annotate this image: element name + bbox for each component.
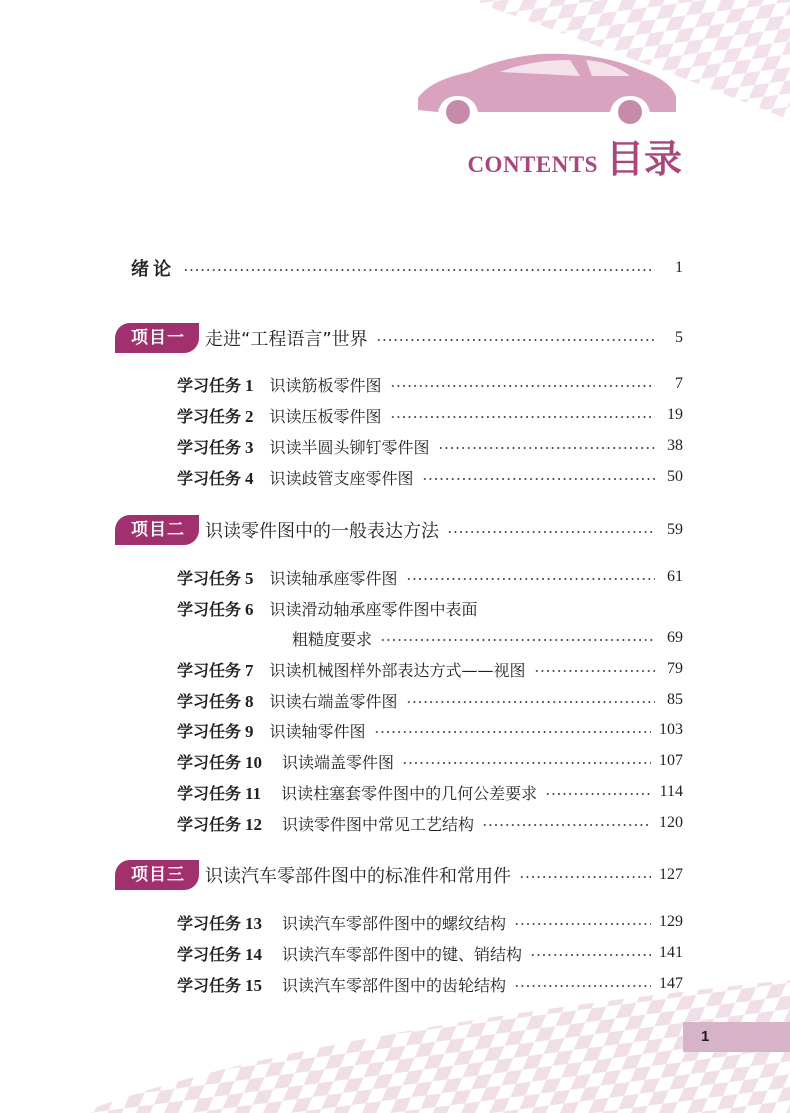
title-chinese: 目录 bbox=[605, 137, 682, 181]
page-number: 85 bbox=[667, 691, 683, 708]
task-title: 识读歧管支座零件图 bbox=[269, 468, 414, 488]
page-title bbox=[467, 128, 682, 183]
project-title: 走进“工程语言”世界 bbox=[205, 329, 368, 350]
task-label-text: 学习任务 bbox=[177, 752, 242, 772]
project-badge: 项目三 bbox=[115, 860, 199, 890]
task-number: 1 bbox=[245, 375, 254, 395]
toc-entry-task-7[interactable] bbox=[0, 655, 790, 683]
dot-leader bbox=[534, 670, 655, 672]
task-label bbox=[177, 404, 254, 427]
dot-leader bbox=[374, 731, 651, 733]
task-label bbox=[177, 597, 254, 620]
page-number: 19 bbox=[667, 406, 683, 423]
task-label bbox=[177, 373, 254, 396]
page-number-tab bbox=[683, 1022, 790, 1052]
task-title: 识读轴零件图 bbox=[269, 721, 366, 741]
dot-leader bbox=[402, 762, 651, 764]
project-title: 识读汽车零部件图中的标准件和常用件 bbox=[205, 866, 511, 887]
task-label bbox=[177, 781, 261, 804]
toc-entry-task-11[interactable] bbox=[0, 778, 790, 806]
task-number: 10 bbox=[245, 752, 263, 772]
task-label bbox=[177, 435, 254, 458]
task-title-continued: 粗糙度要求 bbox=[292, 629, 373, 649]
dot-leader bbox=[514, 923, 651, 925]
dot-leader bbox=[406, 578, 655, 580]
toc-entry-intro[interactable] bbox=[0, 254, 790, 282]
toc-entry-project-2[interactable] bbox=[0, 514, 790, 546]
task-number: 8 bbox=[245, 691, 254, 711]
dot-leader bbox=[530, 954, 651, 956]
task-title: 识读汽车零部件图中的齿轮结构 bbox=[282, 975, 507, 995]
dot-leader bbox=[376, 339, 655, 341]
toc-entry-task-13[interactable] bbox=[0, 908, 790, 936]
page-number: 69 bbox=[667, 629, 683, 646]
toc-entry-task-12[interactable] bbox=[0, 809, 790, 837]
task-label-text: 学习任务 bbox=[177, 568, 242, 588]
task-number: 12 bbox=[245, 814, 263, 834]
task-number: 2 bbox=[245, 406, 254, 426]
task-number: 5 bbox=[245, 568, 254, 588]
project-badge: 项目二 bbox=[115, 515, 199, 545]
toc-entry-task-2[interactable] bbox=[0, 401, 790, 429]
dot-leader bbox=[438, 447, 655, 449]
page-number: 79 bbox=[667, 660, 683, 677]
dot-leader bbox=[183, 269, 655, 271]
task-label bbox=[177, 689, 254, 712]
task-number: 11 bbox=[245, 783, 262, 803]
task-number: 15 bbox=[245, 975, 263, 995]
toc-entry-task-3[interactable] bbox=[0, 432, 790, 460]
task-label bbox=[177, 466, 254, 489]
task-label-text: 学习任务 bbox=[177, 783, 242, 803]
task-label-text: 学习任务 bbox=[177, 437, 242, 457]
task-label-text: 学习任务 bbox=[177, 691, 242, 711]
page-number: 7 bbox=[675, 375, 683, 392]
task-label bbox=[177, 750, 262, 773]
task-label bbox=[177, 911, 262, 934]
page-number: 147 bbox=[659, 975, 683, 992]
toc-entry-task-5[interactable] bbox=[0, 563, 790, 591]
page-number: 141 bbox=[659, 944, 683, 961]
toc-entry-project-1[interactable] bbox=[0, 322, 790, 354]
task-label-text: 学习任务 bbox=[177, 944, 242, 964]
page-number: 59 bbox=[667, 521, 683, 538]
task-title: 识读右端盖零件图 bbox=[269, 691, 398, 711]
toc-entry-task-6-continued[interactable] bbox=[0, 624, 790, 652]
dot-leader bbox=[406, 701, 655, 703]
task-title: 识读端盖零件图 bbox=[282, 752, 395, 772]
task-title: 识读汽车零部件图中的键、销结构 bbox=[282, 944, 523, 964]
page-number: 114 bbox=[659, 783, 683, 800]
toc-entry-task-10[interactable] bbox=[0, 747, 790, 775]
task-label bbox=[177, 812, 262, 835]
task-number: 7 bbox=[245, 660, 254, 680]
task-title: 识读半圆头铆钉零件图 bbox=[269, 437, 430, 457]
page-number: 129 bbox=[659, 913, 683, 930]
task-label-text: 学习任务 bbox=[177, 375, 242, 395]
task-title: 识读轴承座零件图 bbox=[269, 568, 398, 588]
task-number: 14 bbox=[245, 944, 263, 964]
task-title: 识读压板零件图 bbox=[269, 406, 382, 426]
toc-entry-task-15[interactable] bbox=[0, 970, 790, 998]
page-number: 127 bbox=[659, 866, 683, 883]
task-title: 识读汽车零部件图中的螺纹结构 bbox=[282, 913, 507, 933]
footer-page-number: 1 bbox=[701, 1028, 710, 1045]
toc-entry-task-4[interactable] bbox=[0, 463, 790, 491]
toc-entry-task-9[interactable] bbox=[0, 716, 790, 744]
page-number: 120 bbox=[659, 814, 683, 831]
task-label-text: 学习任务 bbox=[177, 913, 242, 933]
task-label bbox=[177, 658, 254, 681]
project-badge: 项目一 bbox=[115, 323, 199, 353]
toc-entry-task-1[interactable] bbox=[0, 370, 790, 398]
page-number: 38 bbox=[667, 437, 683, 454]
intro-label: 绪论 bbox=[131, 259, 175, 280]
task-label-text: 学习任务 bbox=[177, 468, 242, 488]
task-number: 13 bbox=[245, 913, 263, 933]
title-english: CONTENTS bbox=[467, 152, 598, 177]
page-number: 61 bbox=[667, 568, 683, 585]
dot-leader bbox=[422, 478, 655, 480]
dot-leader bbox=[390, 385, 655, 387]
task-number: 3 bbox=[245, 437, 254, 457]
task-label-text: 学习任务 bbox=[177, 660, 242, 680]
page-number: 1 bbox=[675, 259, 683, 276]
task-title: 识读零件图中常见工艺结构 bbox=[282, 814, 475, 834]
task-title: 识读滑动轴承座零件图中表面 bbox=[269, 599, 478, 619]
task-label bbox=[177, 719, 254, 742]
page-number: 107 bbox=[659, 752, 683, 769]
dot-leader bbox=[390, 416, 655, 418]
task-label bbox=[177, 566, 254, 589]
project-title: 识读零件图中的一般表达方法 bbox=[205, 521, 439, 542]
toc-entry-task-6[interactable] bbox=[0, 594, 790, 622]
task-label bbox=[177, 973, 262, 996]
page-number: 50 bbox=[667, 468, 683, 485]
toc-entry-task-14[interactable] bbox=[0, 939, 790, 967]
dot-leader bbox=[380, 639, 655, 641]
task-label-text: 学习任务 bbox=[177, 721, 242, 741]
car-silhouette-icon bbox=[418, 54, 676, 124]
task-label-text: 学习任务 bbox=[177, 406, 242, 426]
task-title: 识读机械图样外部表达方式——视图 bbox=[269, 660, 526, 680]
task-label bbox=[177, 942, 262, 965]
dot-leader bbox=[514, 985, 651, 987]
task-label-text: 学习任务 bbox=[177, 814, 242, 834]
dot-leader bbox=[519, 876, 651, 878]
dot-leader bbox=[545, 793, 652, 795]
page-number: 103 bbox=[659, 721, 683, 738]
dot-leader bbox=[447, 531, 655, 533]
task-number: 4 bbox=[245, 468, 254, 488]
page-number: 5 bbox=[675, 329, 683, 346]
task-title: 识读柱塞套零件图中的几何公差要求 bbox=[281, 783, 538, 803]
task-number: 9 bbox=[245, 721, 254, 741]
task-label-text: 学习任务 bbox=[177, 975, 242, 995]
task-label-text: 学习任务 bbox=[177, 599, 242, 619]
toc-entry-project-3[interactable] bbox=[0, 859, 790, 891]
dot-leader bbox=[482, 824, 651, 826]
task-number: 6 bbox=[245, 599, 254, 619]
task-title: 识读筋板零件图 bbox=[269, 375, 382, 395]
toc-entry-task-8[interactable] bbox=[0, 686, 790, 714]
